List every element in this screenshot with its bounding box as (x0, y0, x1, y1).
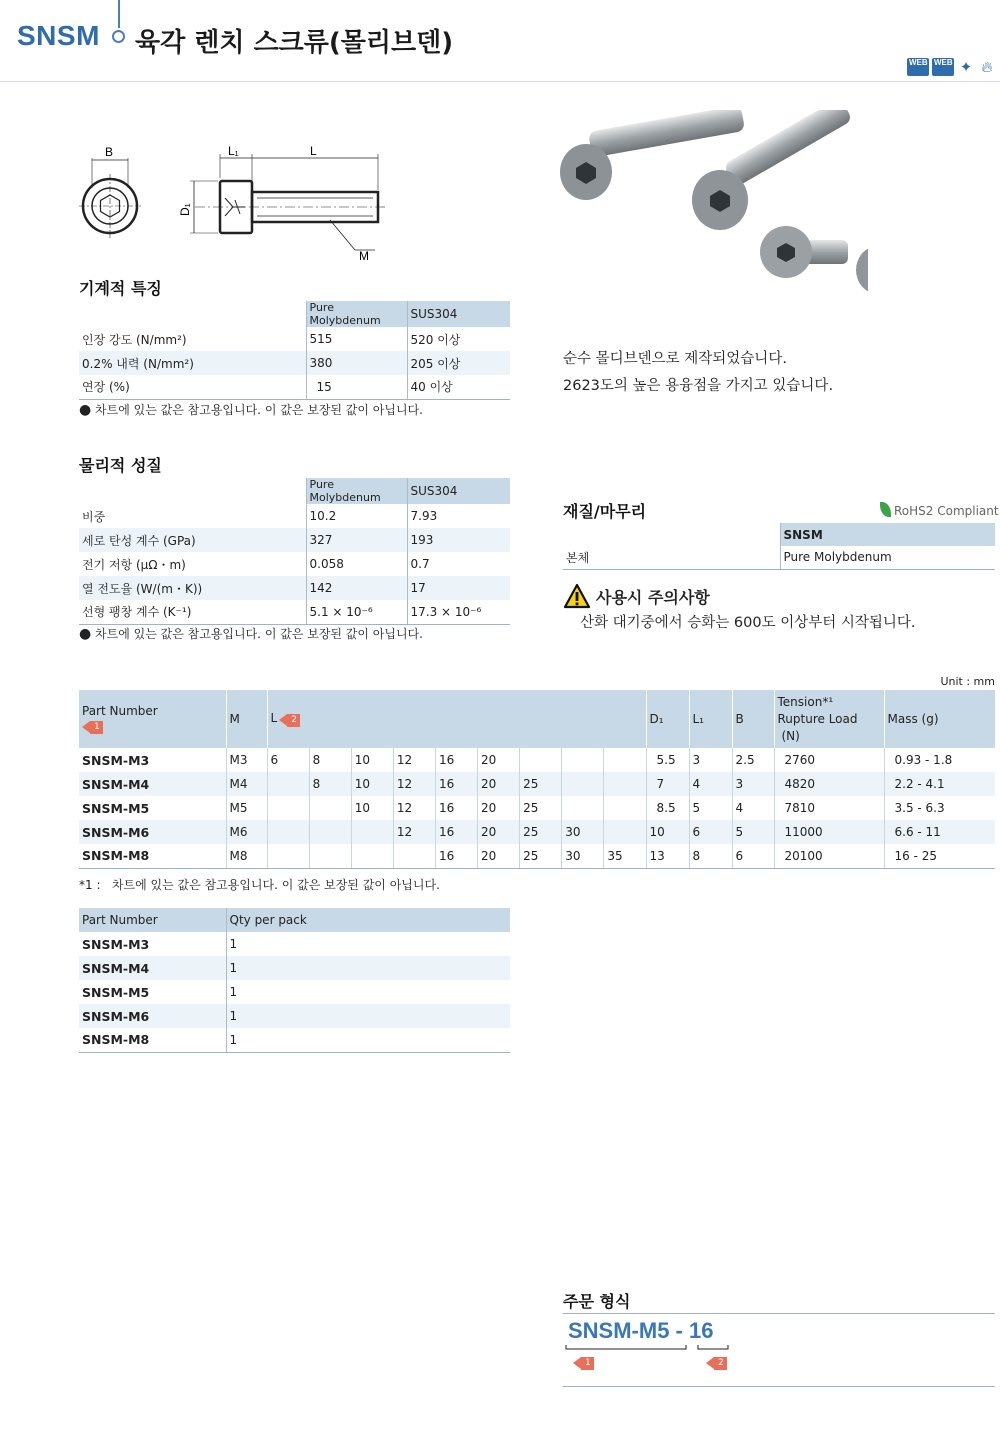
mass-cell: 2.2 - 4.1 (884, 772, 995, 796)
physical-note: ● 차트에 있는 값은 참고용입니다. 이 값은 보장된 값이 아닙니다. (79, 626, 423, 642)
col-b: B (732, 690, 774, 748)
col-pure-molybdenum: Pure Molybdenum (306, 478, 407, 504)
screw-technical-drawing (75, 140, 395, 265)
l-cell: 16 (435, 772, 477, 796)
l-cell (562, 748, 604, 772)
l-cell (267, 820, 309, 844)
part-number-cell: SNSM-M8 (79, 844, 226, 868)
heat-resistant-flame-icon: 🔥︎ (981, 58, 993, 76)
table-row: SNSM-M5 1 (79, 980, 510, 1004)
part-number-cell: SNSM-M3 (82, 752, 150, 768)
part-number-cell: SNSM-M6 (79, 820, 226, 844)
order-example-code: SNSM-M5 - 16 (568, 1318, 714, 1343)
header-divider (118, 0, 120, 28)
description-line-1: 순수 몰디브덴으로 제작되었습니다. (563, 351, 787, 367)
l-cell (309, 820, 351, 844)
header-dot-icon (112, 30, 125, 43)
l-cell: 10 (351, 772, 393, 796)
l1-cell: 3 (689, 748, 732, 772)
l-cell: 10 (351, 796, 393, 820)
l-cell: 16 (435, 820, 477, 844)
l-cell (309, 796, 351, 820)
m-cell: M8 (226, 844, 267, 868)
m-cell: M6 (226, 820, 267, 844)
mass-cell: 3.5 - 6.3 (884, 796, 995, 820)
l1-cell: 5 (689, 796, 732, 820)
l-cell (520, 748, 562, 772)
col-d1: D₁ (646, 690, 689, 748)
dim-label-b: B (105, 145, 114, 159)
product-code: SNSM (17, 20, 100, 51)
m-cell: M3 (226, 748, 267, 772)
d1-cell: 8.5 (646, 796, 689, 820)
table-row (79, 844, 995, 868)
order-format-title: 주문 형식 (563, 1292, 631, 1311)
physical-section-title: 물리적 성질 (79, 456, 162, 475)
caution-text: 산화 대기중에서 승화는 600도 이상부터 시작됩니다. (580, 615, 916, 631)
order-top-rule (563, 1313, 995, 1314)
col-snsm: SNSM (780, 523, 995, 546)
screw-image-4 (760, 226, 848, 278)
qty-per-pack-table (79, 908, 510, 1053)
l-cell: 20 (478, 772, 520, 796)
mass-cell: 16 - 25 (884, 844, 995, 868)
table-row (79, 796, 995, 820)
l-cell (267, 844, 309, 868)
load-footnote: *1 : 차트에 있는 값은 참고용입니다. 이 값은 보장된 값이 아닙니다. (79, 878, 440, 892)
col-sus304: SUS304 (407, 478, 510, 504)
description-line-2: 2623도의 높은 용융점을 가지고 있습니다. (563, 378, 834, 394)
l-cell: 35 (604, 844, 646, 868)
table-row (79, 820, 995, 844)
bullet-icon: ● (79, 402, 92, 418)
l-cell: 8 (309, 748, 351, 772)
col-l: L 2 (267, 690, 646, 748)
b-cell: 6 (732, 844, 774, 868)
l-cell (562, 796, 604, 820)
table-row (79, 772, 995, 796)
table-row: SNSM-M4 1 (79, 956, 510, 980)
web-badge-2[interactable]: WEB (932, 58, 954, 76)
table-row: 열 전도율 (W/(m・K)) 142 17 (79, 576, 510, 600)
rupture-load-cell: 4820 (774, 772, 884, 796)
table-row: 본체 Pure Molybdenum (563, 546, 995, 569)
rupture-load-cell: 7810 (774, 796, 884, 820)
l-cell (351, 844, 393, 868)
b-cell: 5 (732, 820, 774, 844)
leaf-icon (880, 502, 891, 517)
table-row: 비중 10.2 7.93 (79, 504, 510, 528)
bullet-icon: ● (79, 626, 92, 642)
l-cell: 16 (435, 796, 477, 820)
page-title: 육각 렌치 스크류(몰리브덴) (135, 28, 454, 58)
table-row: 선형 팽창 계수 (K⁻¹) 5.1 × 10⁻⁶ 17.3 × 10⁻⁶ (79, 600, 510, 624)
table-row (79, 748, 995, 772)
l-cell (267, 796, 309, 820)
m-cell: M5 (226, 796, 267, 820)
l-cell: 25 (520, 820, 562, 844)
l-cell (351, 820, 393, 844)
l-cell: 6 (267, 748, 309, 772)
order-tag-1: 1 (90, 721, 103, 734)
l1-cell: 8 (689, 844, 732, 868)
l-cell: 20 (478, 820, 520, 844)
col-mass: Mass (g) (884, 690, 995, 748)
l-cell: 8 (309, 772, 351, 796)
badge-group (907, 58, 996, 76)
m-cell: M4 (226, 772, 267, 796)
l1-cell: 6 (689, 820, 732, 844)
l-cell (604, 820, 646, 844)
l-cell: 20 (478, 844, 520, 868)
mechanical-table (79, 301, 510, 400)
end-view (79, 158, 141, 238)
l-cell: 25 (520, 772, 562, 796)
b-cell: 4 (732, 796, 774, 820)
side-view (190, 154, 385, 250)
dim-label-d1: D₁ (178, 203, 192, 216)
mechanical-section-title: 기계적 특징 (79, 279, 162, 298)
rohs-badge: RoHS2 Compliant (880, 502, 999, 518)
d1-cell: 13 (646, 844, 689, 868)
col-pure-molybdenum: Pure Molybdenum (306, 301, 407, 327)
unit-label: Unit : mm (940, 675, 995, 688)
l-cell: 16 (435, 748, 477, 772)
rupture-load-cell: 20100 (774, 844, 884, 868)
l1-cell: 4 (689, 772, 732, 796)
physical-table (79, 478, 510, 625)
screw-image-5 (856, 246, 868, 294)
rupture-load-cell: 2760 (774, 748, 884, 772)
material-table (563, 523, 995, 570)
b-cell: 3 (732, 772, 774, 796)
l-cell: 12 (393, 796, 435, 820)
l-cell (604, 772, 646, 796)
l-cell: 25 (520, 796, 562, 820)
l-cell: 16 (435, 844, 477, 868)
part-spec-table (79, 690, 995, 869)
l-cell: 12 (393, 820, 435, 844)
l-cell: 12 (393, 772, 435, 796)
col-rupture-load: Tension*¹ Rupture Load (N) (774, 690, 884, 748)
order-bottom-rule (563, 1386, 995, 1387)
dim-label-m: M (359, 249, 369, 263)
table-row: SNSM-M6 1 (79, 1004, 510, 1028)
table-row: 세로 탄성 계수 (GPa) 327 193 (79, 528, 510, 552)
caution-title: 사용시 주의사항 (596, 588, 710, 607)
l-cell (604, 796, 646, 820)
vacuum-globe-icon: ✦ (959, 58, 973, 76)
dim-label-l1: L₁ (228, 144, 239, 158)
page-header (0, 0, 1000, 82)
mass-cell: 6.6 - 11 (884, 820, 995, 844)
table-row: SNSM-M8 1 (79, 1028, 510, 1052)
table-row: 인장 강도 (N/mm²) 515 520 이상 (79, 327, 510, 351)
material-section-title: 재질/마무리 (563, 502, 647, 521)
l-cell (309, 844, 351, 868)
d1-cell: 7 (646, 772, 689, 796)
l-cell (393, 844, 435, 868)
dim-label-l: L (310, 144, 317, 158)
l-cell (604, 748, 646, 772)
l-cell: 10 (351, 748, 393, 772)
order-code-tag-1: 1 (581, 1357, 594, 1370)
col-sus304: SUS304 (407, 301, 510, 327)
l-cell: 30 (562, 820, 604, 844)
l-cell: 20 (478, 748, 520, 772)
rupture-load-cell: 11000 (774, 820, 884, 844)
l-cell: 25 (520, 844, 562, 868)
b-cell: 2.5 (732, 748, 774, 772)
table-row: 전기 저항 (μΩ・m) 0.058 0.7 (79, 552, 510, 576)
table-row: 연장 (%) 15 40 이상 (79, 375, 510, 399)
table-row: SNSM-M3 1 (79, 932, 510, 956)
col-part-number: Part Number 1 (79, 690, 226, 748)
web-badge-1[interactable]: WEB (907, 58, 929, 76)
d1-cell: 5.5 (646, 748, 689, 772)
col-l1: L₁ (689, 690, 732, 748)
l-cell (267, 772, 309, 796)
l-cell: 20 (478, 796, 520, 820)
col-qty: Qty per pack (226, 908, 510, 932)
part-number-cell: SNSM-M5 (82, 800, 150, 816)
order-tag-2: 2 (287, 714, 300, 727)
part-number-cell: SNSM-M4 (79, 772, 226, 796)
l-cell: 12 (393, 748, 435, 772)
order-code-tag-2: 2 (714, 1357, 727, 1370)
l-cell: 30 (562, 844, 604, 868)
col-m: M (226, 690, 267, 748)
warning-icon (563, 583, 591, 609)
l-cell (562, 772, 604, 796)
mass-cell: 0.93 - 1.8 (884, 748, 995, 772)
product-photo (548, 110, 868, 330)
col-part-number: Part Number (79, 908, 226, 932)
mechanical-note: ● 차트에 있는 값은 참고용입니다. 이 값은 보장된 값이 아닙니다. (79, 402, 423, 418)
table-row: 0.2% 내력 (N/mm²) 380 205 이상 (79, 351, 510, 375)
d1-cell: 10 (646, 820, 689, 844)
